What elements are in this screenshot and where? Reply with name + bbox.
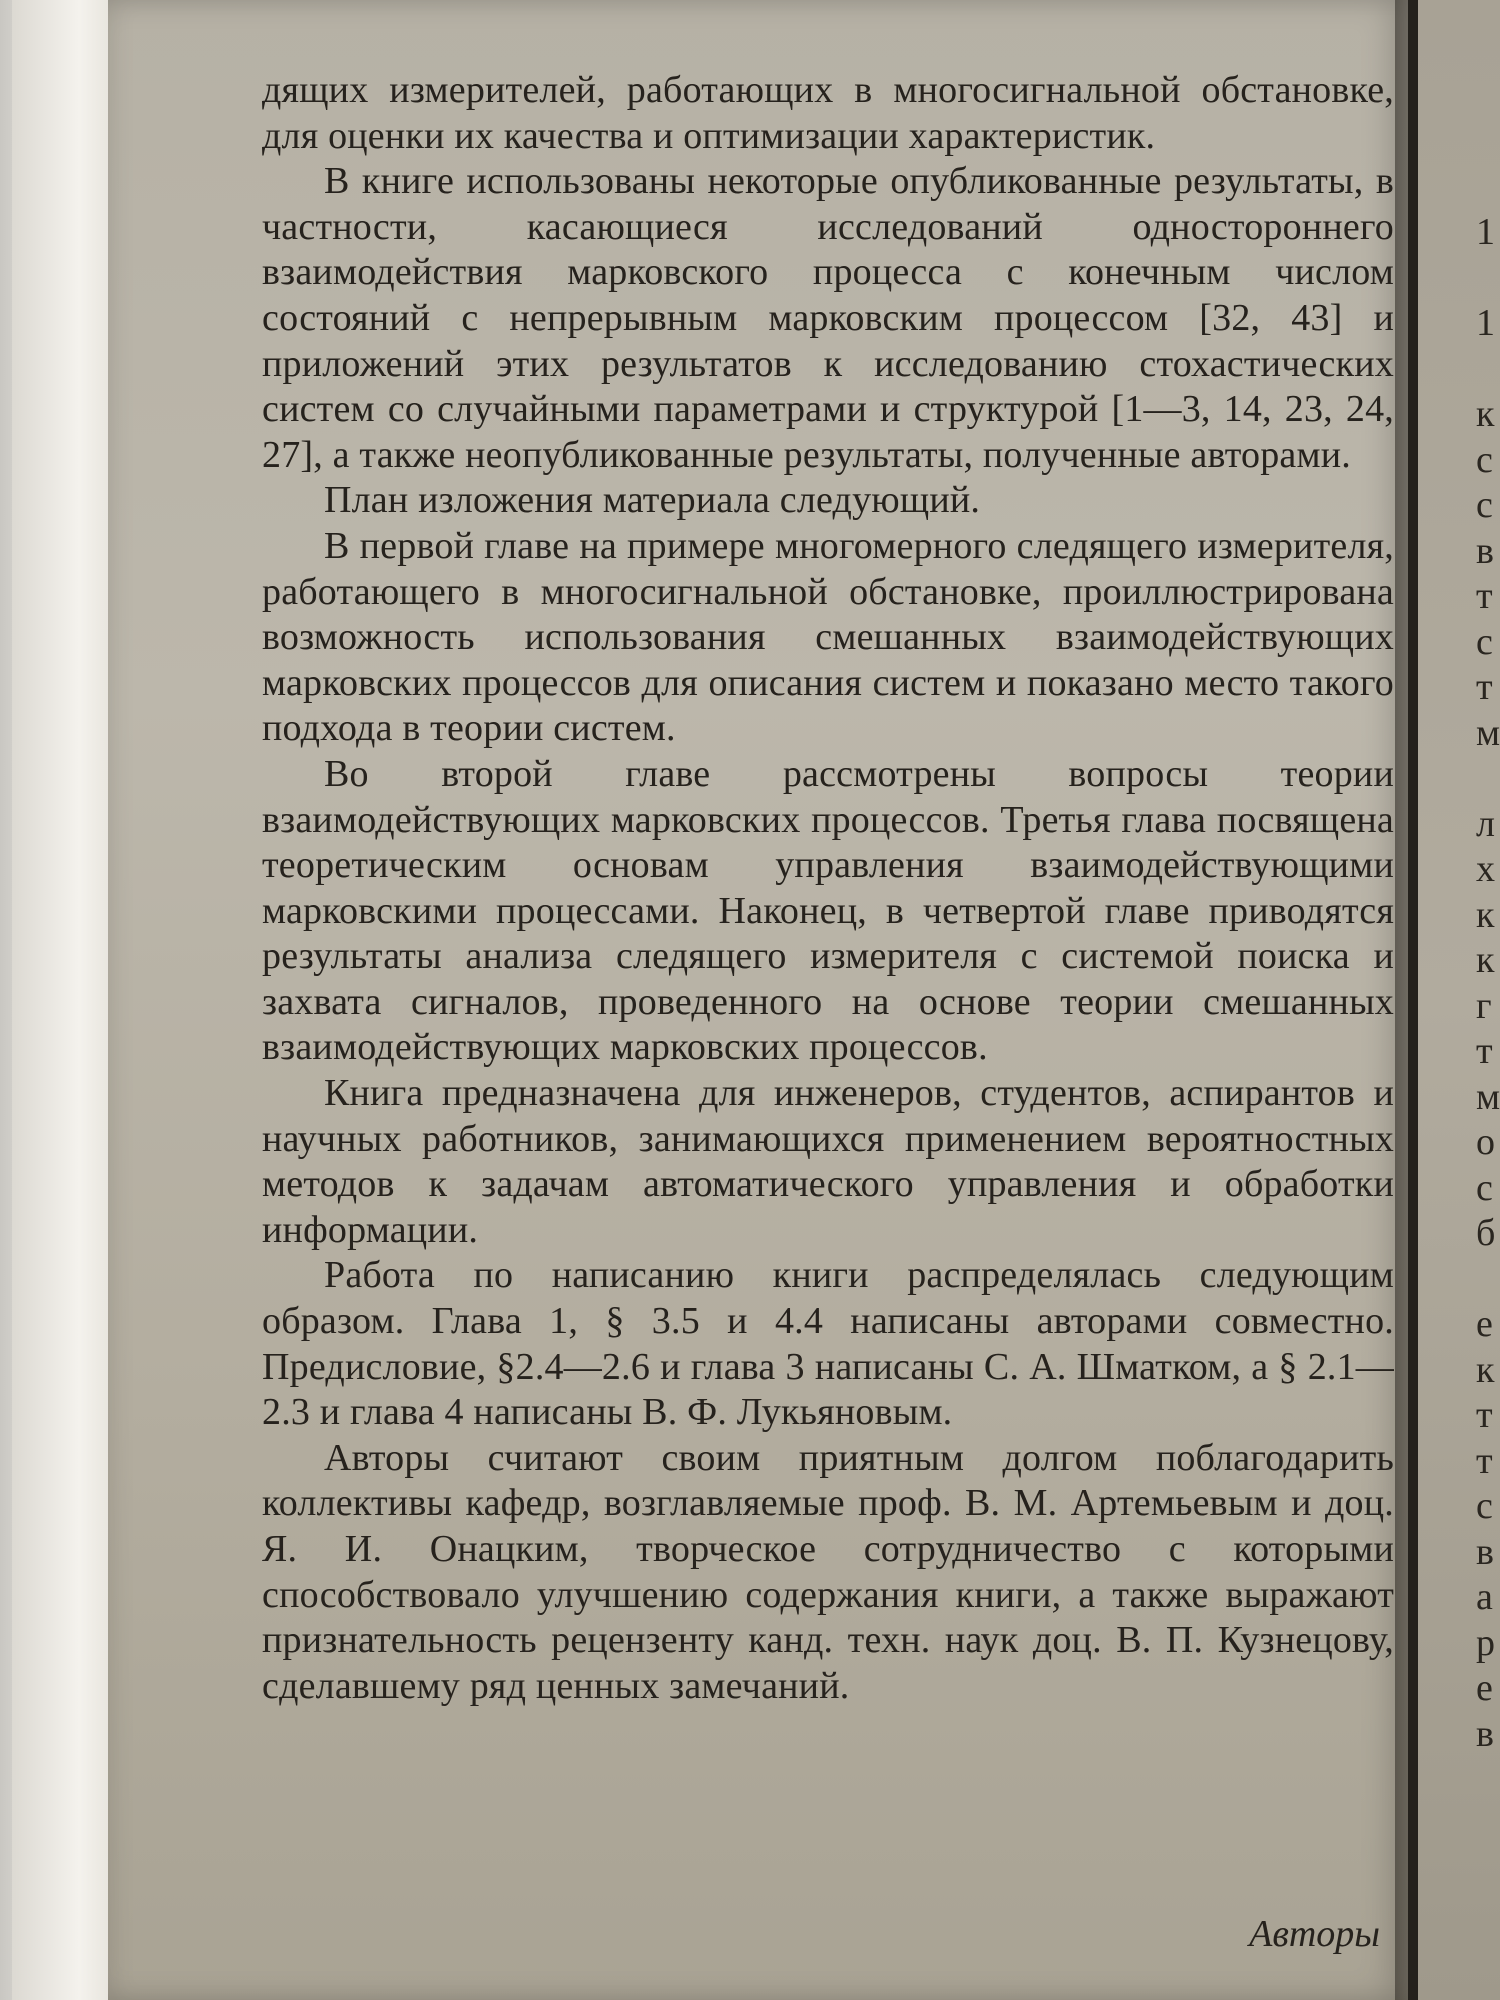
paragraph-3: План изложения материала следующий. — [324, 479, 981, 522]
paragraph-7: Работа по написанию книги распределялась следующим образом. Глава 1, § 3.5 и 4.4 написаны авторами совместно. Предисловие, §2.4—2.6 и глава 3 написаны С. А. Шматком, а § 2.1—2.3 и глава 4 написаны В. Ф. Лукьяновым. — [262, 1254, 1394, 1434]
paragraph-6: Книга предназначена для инженеров, студентов, аспирантов и научных работников, занимающихся применением вероятностных методов к задачам автоматического управления и обработки информации. — [262, 1072, 1394, 1251]
paragraph-2: В книге использованы некоторые опубликованные результаты, в частности, касающиеся исследований одностороннего взаимодействия марковского процесса с конечным числом состояний с непрерывным марковским процессом [32, 43] и приложений этих результатов к исследованию стохастических систем со случайными параметрами и структурой [1—3, 14, 23, 24, 27], а также неопубликованные результаты, полученные авторами. — [262, 160, 1394, 476]
signature-authors: Авторы — [1249, 1913, 1380, 1955]
paragraph-1: дящих измерителей, работающих в многосигнальной обстановке, для оценки их качества и оптимизации характеристик. — [262, 69, 1394, 157]
left-page-edge — [12, 0, 109, 2000]
paragraph-8: Авторы считают своим приятным долгом поблагодарить коллективы кафедр, возглавляемые проф. В. М. Артемьевым и доц. Я. И. Онацким, творческое сотрудничество с которыми способствовало улучшению содержания книги, а также выражают признательность рецензенту канд. техн. наук доц. В. П. Кузнецову, сделавшему ряд ценных замечаний. — [262, 1436, 1394, 1707]
right-page-margin-text: 1 1 к с с в т с т м л х к к г т м о с б е к т т с в а р е в — [1476, 211, 1500, 1755]
paragraph-4: В первой главе на примере многомерного следящего измерителя, работающего в многосигнальной обстановке, проиллюстрирована возможность использования смешанных взаимодействующих марковских процессов для описания систем и показано место такого подхода в теории систем. — [262, 524, 1394, 750]
page-text — [262, 68, 1394, 1709]
paragraph-5: Во второй главе рассмотрены вопросы теории взаимодействующих марковских процессов. Третья глава посвящена теоретическим основам управления взаимодействующими марковскими процессами. Наконец, в четвертой главе приводятся результаты анализа следящего измерителя с системой поиска и захвата сигналов, проведенного на основе теории смешанных взаимодействующих марковских процессов. — [262, 752, 1394, 1069]
